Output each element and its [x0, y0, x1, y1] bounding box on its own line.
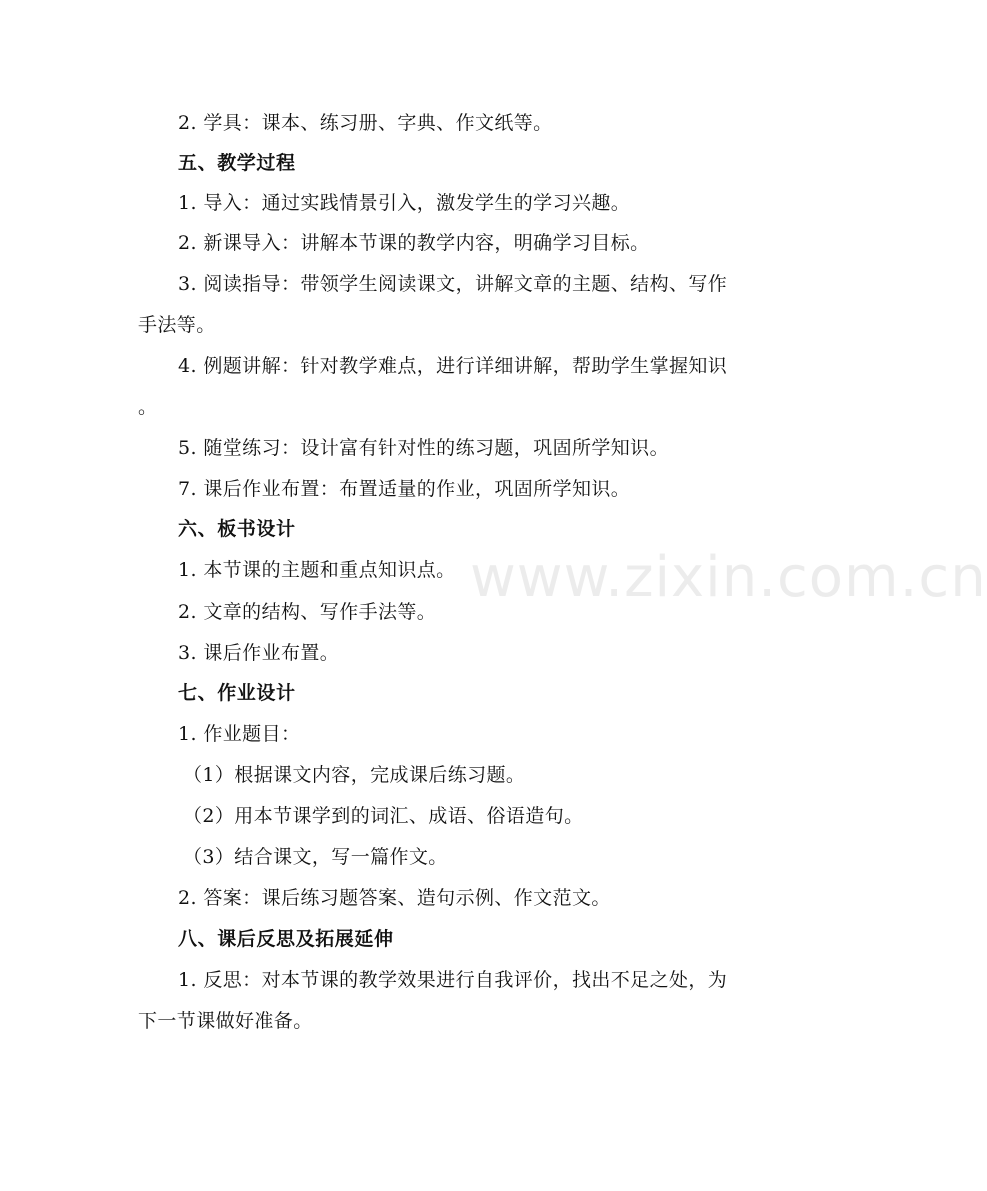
paragraph-new-lesson: 2. 新课导入：讲解本节课的教学内容，明确学习目标。 [178, 232, 650, 254]
paragraph-example-explanation: 4. 例题讲解：针对教学难点，进行详细讲解，帮助学生掌握知识 [178, 355, 728, 377]
paragraph-class-exercise: 5. 随堂练习：设计富有针对性的练习题，巩固所学知识。 [178, 437, 669, 459]
paragraph-board-item-2: 2. 文章的结构、写作手法等。 [178, 601, 437, 623]
paragraph-homework-assignment: 7. 课后作业布置：布置适量的作业，巩固所学知识。 [178, 478, 631, 500]
section-heading-board-design: 六、板书设计 [178, 518, 296, 540]
section-heading-teaching-process: 五、教学过程 [178, 152, 296, 174]
section-heading-reflection: 八、课后反思及拓展延伸 [178, 928, 394, 950]
paragraph-reflection-cont: 下一节课做好准备。 [138, 1010, 313, 1032]
paragraph-homework-topic-1: （1）根据课文内容，完成课后练习题。 [183, 764, 526, 786]
paragraph-learning-tools: 2. 学具：课本、练习册、字典、作文纸等。 [178, 112, 553, 134]
paragraph-reflection: 1. 反思：对本节课的教学效果进行自我评价，找出不足之处，为 [178, 969, 728, 991]
paragraph-homework-topic-3: （3）结合课文，写一篇作文。 [183, 846, 448, 868]
paragraph-reading-guide-cont: 手法等。 [138, 314, 216, 336]
watermark: www.zixin.com.cn [470, 545, 987, 610]
paragraph-example-explanation-cont: 。 [138, 396, 158, 418]
paragraph-board-item-1: 1. 本节课的主题和重点知识点。 [178, 559, 456, 581]
section-heading-homework-design: 七、作业设计 [178, 682, 296, 704]
paragraph-homework-topics: 1. 作业题目： [178, 723, 301, 745]
paragraph-reading-guide: 3. 阅读指导：带领学生阅读课文，讲解文章的主题、结构、写作 [178, 273, 728, 295]
paragraph-answers: 2. 答案：课后练习题答案、造句示例、作文范文。 [178, 887, 611, 909]
paragraph-homework-topic-2: （2）用本节课学到的词汇、成语、俗语造句。 [183, 805, 584, 827]
paragraph-introduction: 1. 导入：通过实践情景引入，激发学生的学习兴趣。 [178, 192, 631, 214]
paragraph-board-item-3: 3. 课后作业布置。 [178, 642, 340, 664]
